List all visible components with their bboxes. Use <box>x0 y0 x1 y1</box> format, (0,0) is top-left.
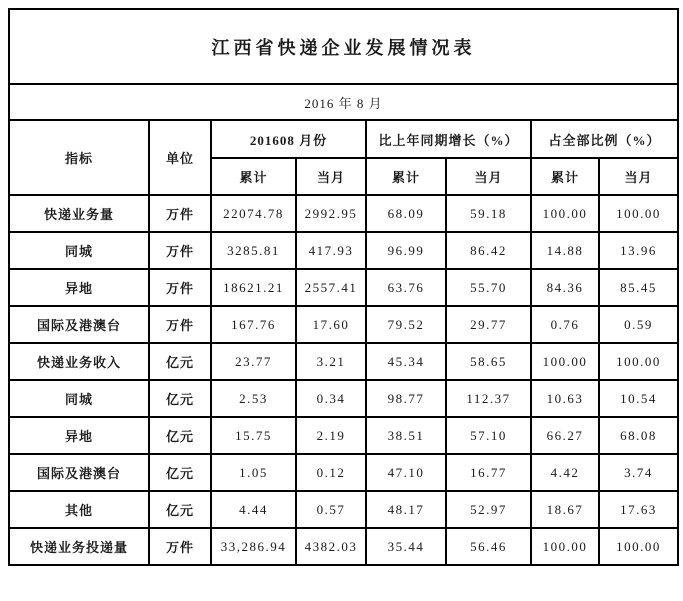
unit-cell: 万件 <box>149 306 211 343</box>
value-cell: 1.05 <box>211 454 296 491</box>
subheader-share-current: 当月 <box>599 158 678 195</box>
table-row <box>9 269 678 306</box>
value-cell: 3.74 <box>599 454 678 491</box>
value-cell: 100.00 <box>599 195 678 232</box>
value-cell: 2992.95 <box>296 195 366 232</box>
header-row-groups <box>9 120 678 158</box>
value-cell: 86.42 <box>446 232 531 269</box>
value-cell: 15.75 <box>211 417 296 454</box>
indicator-cell: 异地 <box>9 269 149 306</box>
table-row <box>9 528 678 565</box>
value-cell: 52.97 <box>446 491 531 528</box>
express-stats-table <box>8 8 679 566</box>
subheader-growth-cumulative: 累计 <box>366 158 446 195</box>
table-row <box>9 343 678 380</box>
value-cell: 112.37 <box>446 380 531 417</box>
table-row <box>9 232 678 269</box>
value-cell: 84.36 <box>531 269 599 306</box>
value-cell: 3.21 <box>296 343 366 380</box>
table-row <box>9 491 678 528</box>
unit-cell: 亿元 <box>149 454 211 491</box>
value-cell: 56.46 <box>446 528 531 565</box>
value-cell: 2557.41 <box>296 269 366 306</box>
subheader-growth-current: 当月 <box>446 158 531 195</box>
value-cell: 13.96 <box>599 232 678 269</box>
subheader-month-cumulative: 累计 <box>211 158 296 195</box>
value-cell: 68.09 <box>366 195 446 232</box>
table-title: 江西省快递企业发展情况表 <box>9 9 678 84</box>
value-cell: 35.44 <box>366 528 446 565</box>
value-cell: 100.00 <box>531 343 599 380</box>
table-row <box>9 195 678 232</box>
value-cell: 3285.81 <box>211 232 296 269</box>
subheader-month-current: 当月 <box>296 158 366 195</box>
value-cell: 417.93 <box>296 232 366 269</box>
unit-cell: 亿元 <box>149 491 211 528</box>
indicator-cell: 其他 <box>9 491 149 528</box>
value-cell: 2.19 <box>296 417 366 454</box>
indicator-cell: 异地 <box>9 417 149 454</box>
value-cell: 4.42 <box>531 454 599 491</box>
header-group-month: 201608 月份 <box>211 120 366 158</box>
value-cell: 100.00 <box>531 528 599 565</box>
value-cell: 0.57 <box>296 491 366 528</box>
value-cell: 18.67 <box>531 491 599 528</box>
header-unit: 单位 <box>149 120 211 195</box>
value-cell: 17.63 <box>599 491 678 528</box>
value-cell: 58.65 <box>446 343 531 380</box>
value-cell: 2.53 <box>211 380 296 417</box>
indicator-cell: 同城 <box>9 380 149 417</box>
value-cell: 0.12 <box>296 454 366 491</box>
value-cell: 33,286.94 <box>211 528 296 565</box>
value-cell: 10.63 <box>531 380 599 417</box>
indicator-cell: 快递业务投递量 <box>9 528 149 565</box>
value-cell: 48.17 <box>366 491 446 528</box>
value-cell: 45.34 <box>366 343 446 380</box>
subheader-share-cumulative: 累计 <box>531 158 599 195</box>
unit-cell: 万件 <box>149 528 211 565</box>
value-cell: 4.44 <box>211 491 296 528</box>
value-cell: 38.51 <box>366 417 446 454</box>
value-cell: 14.88 <box>531 232 599 269</box>
indicator-cell: 同城 <box>9 232 149 269</box>
value-cell: 18621.21 <box>211 269 296 306</box>
value-cell: 98.77 <box>366 380 446 417</box>
value-cell: 59.18 <box>446 195 531 232</box>
unit-cell: 亿元 <box>149 417 211 454</box>
value-cell: 47.10 <box>366 454 446 491</box>
title-row <box>9 9 678 84</box>
table-row <box>9 454 678 491</box>
indicator-cell: 国际及港澳台 <box>9 454 149 491</box>
table-row <box>9 380 678 417</box>
value-cell: 167.76 <box>211 306 296 343</box>
value-cell: 57.10 <box>446 417 531 454</box>
value-cell: 22074.78 <box>211 195 296 232</box>
value-cell: 17.60 <box>296 306 366 343</box>
value-cell: 23.77 <box>211 343 296 380</box>
unit-cell: 万件 <box>149 195 211 232</box>
indicator-cell: 国际及港澳台 <box>9 306 149 343</box>
value-cell: 29.77 <box>446 306 531 343</box>
value-cell: 4382.03 <box>296 528 366 565</box>
value-cell: 96.99 <box>366 232 446 269</box>
unit-cell: 万件 <box>149 232 211 269</box>
table-row <box>9 417 678 454</box>
value-cell: 0.34 <box>296 380 366 417</box>
value-cell: 16.77 <box>446 454 531 491</box>
page <box>8 8 679 566</box>
value-cell: 55.70 <box>446 269 531 306</box>
unit-cell: 万件 <box>149 269 211 306</box>
indicator-cell: 快递业务量 <box>9 195 149 232</box>
value-cell: 10.54 <box>599 380 678 417</box>
header-group-share: 占全部比例（%） <box>531 120 678 158</box>
value-cell: 68.08 <box>599 417 678 454</box>
indicator-cell: 快递业务收入 <box>9 343 149 380</box>
unit-cell: 亿元 <box>149 343 211 380</box>
header-indicator: 指标 <box>9 120 149 195</box>
value-cell: 85.45 <box>599 269 678 306</box>
table-row <box>9 306 678 343</box>
value-cell: 100.00 <box>531 195 599 232</box>
value-cell: 66.27 <box>531 417 599 454</box>
value-cell: 63.76 <box>366 269 446 306</box>
value-cell: 100.00 <box>599 343 678 380</box>
header-group-growth: 比上年同期增长（%） <box>366 120 531 158</box>
unit-cell: 亿元 <box>149 380 211 417</box>
value-cell: 0.59 <box>599 306 678 343</box>
value-cell: 79.52 <box>366 306 446 343</box>
value-cell: 0.76 <box>531 306 599 343</box>
table-subtitle: 2016 年 8 月 <box>9 84 678 120</box>
subtitle-row <box>9 84 678 120</box>
value-cell: 100.00 <box>599 528 678 565</box>
